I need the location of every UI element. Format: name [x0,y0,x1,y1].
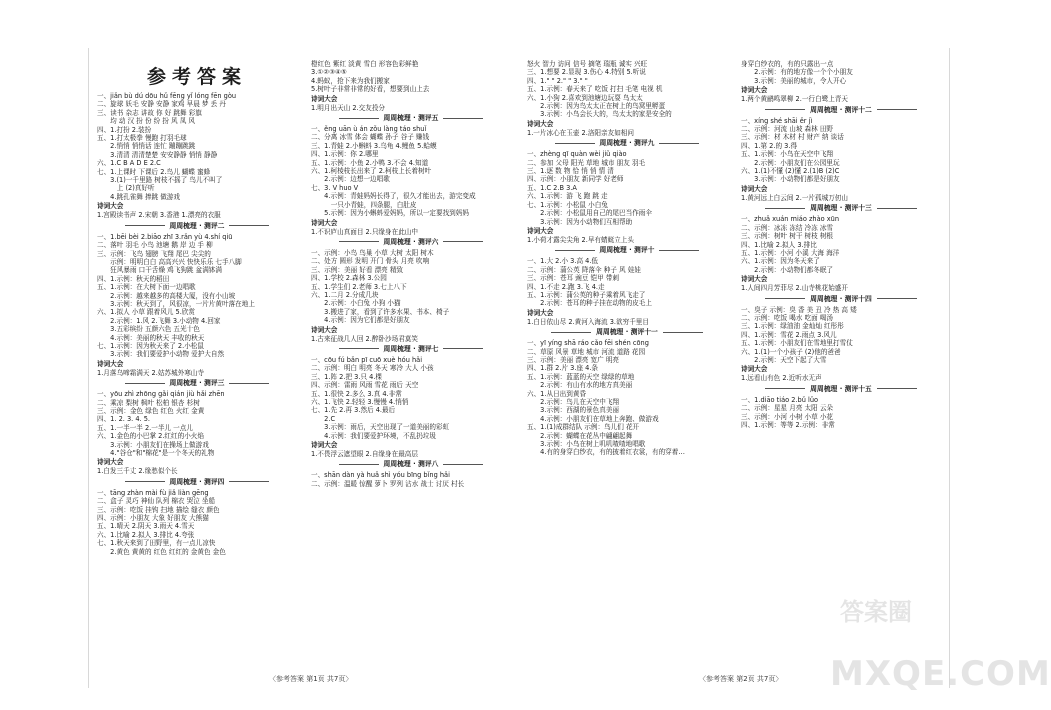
answer-line: 四、1.示例：等等 2.示例：非常 [741,421,835,429]
answer-line: 2.示例：越来越多的高楼大厦，没有小山坡 [97,291,236,300]
answer-line: 五、1.C 2.B 3.A [527,183,577,192]
answer-line: 二、分离 冰雪 体会 蝴蝶 孙子 谷子 赚钱 [311,133,430,142]
answer-line: 怒火 智力 访问 信号 摘笔 瑞瓶 诚实 兴旺 [527,60,648,68]
answer-line: 二、盒子 灵巧 神仙 队列 棉衣 哭泣 坐船 [97,497,216,506]
section-heading: 周周梳理 · 测评十一 [527,328,727,337]
answer-line: 三、1.示例：绿油油 金灿灿 红彤彤 [741,322,844,331]
answer-line: 1.黄河远上白云间 2.一片孤城万仞山 [741,193,848,202]
answer-line: 2.悄悄 悄悄话 连忙 蹦蹦跳跳 [97,142,196,151]
answer-line: 五、1.很快 2.多么 3.真 4.非常 [311,389,402,398]
answer-line: 二、旋球 妖毛 安静 安静 家鸡 早晨 梦 丢 丹 [97,100,226,109]
answer-line: 五、1.打太极拳 慢跑 打羽毛球 [97,134,187,143]
answer-line: 五、1.(1)成群结队 示例：鸟儿们 花开 [527,423,640,432]
answer-line: 三、示例：树叶 树干 树枝 树根 [741,232,834,241]
section-heading: 周周梳理 · 测评十三 [741,204,941,213]
section-heading: 周周梳理 · 测评二 [97,222,297,231]
answer-line: 3.搬进了家，看到了许多水果、书本、椅子 [311,307,450,316]
answer-line: 四、1.示例：你 2.哪里 [311,150,379,159]
answer-line: 3.示例：我们要爱护小动物 爱护大自然 [97,350,225,359]
answer-line: 二、示例：温暖 惊醒 萝卜 罗列 沾水 战士 讨厌 村长 [311,479,465,488]
answer-line: 三、示例：美丽 好看 漂亮 精致 [311,265,404,274]
answer-line: 三、1.青蛙 2.小蝌蚪 3.乌龟 4.鲤鱼 5.蛤蟆 [311,141,437,150]
answer-line: 3.示例：雨后，天空出现了一道美丽的彩虹 [311,423,450,432]
answer-line: 二、示例：星星 月亮 太阳 云朵 [741,404,834,413]
answer-line: 1.白日依山尽 2.黄河入海流 3.欲穷千里目 [527,317,649,326]
answer-line: 4."谷仓"和"棉花"是一个冬天的礼物 [97,449,215,458]
answer-line: 3.示例：秋天到了，风很凉，一片片黄叶落在地上 [97,299,255,308]
subsection-heading: 诗词大会 [527,308,554,317]
answer-line: 4.示例：青蛙妈妈长得了，很久才能出去，游完变成 [311,192,476,201]
answer-line: 一、ěng uān ù án zǒu làng táo shuǐ [311,125,427,134]
answer-line: 2.示例：小松鼠用自己的尾巴当作雨伞 [527,209,652,218]
answer-line: 五、1.一半一半 2.一半儿 一点儿 [97,423,193,432]
answer-line: 2.示例：有的地方像一个个小朋友 [741,68,853,77]
answer-line: 均 动 汉 扮 份 纷 扮 风 凤 风 [97,117,195,126]
answer-line: 二、处方 圆形 发明 开门 骨头 月亮 吹响 [311,257,430,266]
answer-line: 橙红色 紫红 淡黄 雪白 形容色彩鲜艳 [311,60,419,68]
answer-line: 三、示例：金色 绿色 红色 火红 金黄 [97,407,205,415]
column-2 [311,60,511,660]
answer-line: 3.示例：小朋友们在操场上做游戏 [97,440,209,449]
answer-line: 1.明月出天山 2.交友投分 [311,103,386,112]
answer-line: 一、zhuǎ xuán miáo zhào xūn [741,215,840,224]
section-heading: 周周梳理 · 测评九 [527,139,727,148]
answer-line: 二、示例：吃饭 喝水 吃面 喝汤 [741,313,834,322]
answer-line: 七、1.秋天来到了田野里，有一点儿凉快 [97,539,216,548]
page-footer-right: 〈参考答案 第2页 共7页〉 [699,675,783,683]
answer-line: 六、1.飞快 2.轻轻 3.慢慢 4.悄悄 [311,398,409,406]
answer-line: 示例：明明白白 高高兴兴 快快乐乐 七手八脚 [97,257,242,266]
answer-line: 3.①②③④⑤ [311,68,347,77]
answer-line: 1.不畏浮云遮望眼 2.自缘身在最高层 [311,450,418,459]
answer-line: 五、1.示例：小鸟在天空中飞翔 [741,150,834,159]
answer-line: 2.示例：苍耳的种子挂在动物的皮毛上 [527,299,652,308]
answer-line: 3.五彩缤纷 五颜六色 五光十色 [97,325,200,334]
answer-line: 2.示例：1.风 2.飞舞 3.小动物 4.回家 [97,316,221,325]
answer-line: 四、1.示例：雪花 2.雨点 3.风儿 [741,330,837,339]
watermark-logo [812,592,1051,702]
answer-line: 5.树叶子非常非常的好看，想要到山上去 [311,85,430,94]
answer-line: 1.不识庐山真面目 2.只缘身在此山中 [311,227,418,236]
section-heading: 周周梳理 · 测评七 [311,345,511,354]
page-title: 参考答案 [146,66,247,88]
answer-line: 一、示例：小鸟 鸟巢 小草 大树 太阳 树木 [311,248,434,257]
answer-line: 4.示例：因为它们都是好朋友 [311,316,410,325]
answer-line: 六、1.拟人 小草 跟着风儿 5.欣赏 [97,308,195,317]
answer-line: 一、xíng shé shāi ěr jì [741,116,813,125]
answer-line: 3.示例：小动物们都是好朋友 [741,175,840,184]
answer-line: 二、草原 风景 草地 城市 河流 道路 花园 [527,347,646,356]
section-heading: 周周梳理 · 测评十五 [741,385,941,394]
answer-line: 1.一片冰心在玉壶 2.洛阳亲友如相问 [527,128,634,137]
answer-line: 七、3. V huo V [311,183,359,192]
answer-line: 4.蚂蚁，抢下来为我们搬家 [311,76,390,85]
answer-line: 六、1.比喻 2.拟人 3.排比 4.夸张 [97,530,195,539]
answer-line: 五、1.学生们 2.老师 3.七上八下 [311,282,407,291]
answer-line: 5.示例：因为小蝌蚪爱妈妈，所以一定要找到妈妈 [311,209,469,218]
subsection-heading: 诗词大会 [741,365,768,374]
answer-line: 二、示例：明白 明亮 冬天 寒冷 大人 小孩 [311,364,434,373]
answer-line: 二、落叶 羽毛 小鸟 池塘 鹅 岸 边 手 柳 [97,241,213,250]
answer-line: 一、1.bēi bèi 2.biāo zhī 3.rǎn yù 4.shí qiū [97,232,233,241]
answer-line: 2.示例：天空下起了大雪 [741,355,827,364]
answer-line: 2.示例：因为鸟太太正在树上的鸟窝里孵蛋 [527,102,666,111]
answer-line: 上 (2)真好听 [97,184,155,193]
answer-line: 一、臭子 示例：臭 香 美 丑 冷 热 高 矮 [741,305,857,314]
section-heading: 周周梳理 · 测评三 [97,379,297,388]
subsection-heading: 诗词大会 [527,119,554,128]
answer-line: 1.古来征战几人回 2.醉卧沙场君莫笑 [311,334,418,343]
answer-line: 七、1.示例：小松鼠 小白兔 [527,200,608,209]
answer-line: 五、1.示例：在大树下面一边唱歌 [97,283,196,292]
answer-line: 四、1.第 2.的 3.得 [741,141,798,150]
answer-line: 五、1.示例：春天来了 吃饭 打扫 毛笔 电视 机 [527,85,663,94]
answer-line: 2.示例：边想一边唱歌 [311,175,390,184]
answer-line: 四、1. 2. 3. 4. 5. [97,415,151,424]
answer-line: 4.示例：美丽的秋天 丰收的秋天 [97,333,205,342]
answer-line: 五、1.示例：小河 小溪 大海 海洋 [741,248,840,257]
answer-line: 四、1." " 2." " 3." " [527,76,588,85]
page-footer-left: 〈参考答案 第1页 共7页〉 [269,675,353,683]
answer-line: 四、1.示例：秋天的稻田 [97,274,170,283]
answer-line: 三、读书 杂志 讲故 你 好 跳舞 彩旗 [97,108,202,117]
answer-line: 六、1.C B A D E 2.C [97,159,161,168]
answer-line: 3.示例：美丽的城市，令人开心 [741,76,847,85]
section-heading: 周周梳理 · 测评四 [97,478,297,487]
answer-line: 2.示例：小白兔 小狗 小猫 [311,299,401,308]
answer-line: 一、zhèng qī quàn wèi jiǔ qiào [527,150,627,159]
subsection-heading: 诗词大会 [97,202,124,211]
answer-line: 三、示例：吃饭 挂钩 扫地 描绘 缝衣 颜色 [97,505,220,514]
answer-line: 1.月落乌啼霜满天 2.姑苏城外寒山寺 [97,368,204,377]
watermark-subtext: 答案圈 [840,598,912,626]
answer-line: 一、shān dàn yà huǎ shì yóu bīng bǐng hǎi [311,471,450,480]
answer-line: 二、参加 父母 阳光 草地 城市 朋友 羽毛 [527,158,646,167]
answer-line: 一、tāng zhàn mài fù jiǎ liàn gēng [97,488,209,497]
answer-line: 七、1.先 2.再 3.然后 4.最后 [311,406,396,415]
answer-line: 四、示例：小朋友 新同学 好老师 [527,175,624,184]
subsection-heading: 诗词大会 [97,458,124,467]
answer-line: 3.(1)一千里路 树枝不摇了 鸟儿不叫了 [97,176,223,185]
answer-line: 1.白发三千丈 2.缘愁似个长 [97,467,178,476]
column-4 [741,60,941,660]
answer-line: 2.示例：有山有水的地方真美丽 [527,381,633,390]
answer-line: 六、1.金色的小巴掌 2.红红的小火焰 [97,432,204,441]
answer-line: 四、1.比喻 2.拟人 3.排比 [741,240,817,249]
answer-line: 三、示例：美丽 漂亮 宽广 明亮 [527,355,620,364]
answer-line: 3.示例：西湖的景色真美丽 [527,406,620,415]
subsection-heading: 诗词大会 [527,226,554,235]
answer-line: 二、示例：蒲公英 降落伞 种子 风 娃娃 [527,265,641,274]
answer-line: 2.示例：小朋友们在公园里玩 [741,158,840,167]
answer-line: 3.示例：因为小动物们互相帮助 [527,217,633,226]
answer-line: 三、示例：苍耳 豌豆 铠甲 带刺 [527,274,620,283]
answer-line: 一、cōu fú bǎn pī cuō xuè hóu hǎi [311,355,423,364]
answer-line: 三、示例：飞鸟 翅膀 飞翔 尾巴 尖尖的 [97,249,211,258]
subsection-heading: 诗词大会 [311,441,338,450]
section-heading: 周周梳理 · 测评五 [311,114,511,123]
answer-line: 三、1.想要 2.显现 3.伤心 4.特别 5.听说 [527,68,646,77]
answer-line: 二、示例：冰冻 冻结 冷冻 冰雪 [741,223,834,232]
answer-line: 六、1.从日出到黄昏 [527,389,587,398]
answer-line: 六、1.示例：因为冬天来了 [741,257,820,266]
subsection-heading: 诗词大会 [311,218,338,227]
section-heading: 周周梳理 · 测评十四 [741,295,941,304]
answer-line: 3.示例：小鸟在树上叽叽喳喳地唱歌 [527,440,646,449]
answer-line: 六、1.柯棱枝长出来了 2.柯枝上长着树叶 [311,167,432,176]
answer-line: 二、示例：河流 山坡 森林 田野 [741,125,834,134]
subsection-heading: 诗词大会 [311,94,338,103]
answer-line: 狂风暴雨 口干舌燥 鸡飞狗跳 盆满钵满 [97,266,222,275]
answer-line: 六、1.(1)一个小孩子 (2)他的爸爸 [741,347,841,356]
answer-line: 1.人间四月芳菲尽 2.山寺桃花始盛开 [741,284,848,293]
answer-line: 1.宫殿读书声 2.宋朝 3.香港 1.漂亮的衣服 [97,211,221,220]
watermark-text: MXQE.COM [830,654,1051,694]
answer-line: 2.示例：鸟儿在天空中飞翔 [527,398,620,406]
section-heading: 周周梳理 · 测评六 [311,238,511,247]
answer-line: 四、示例：雷雨 风雨 雪花 雨后 天空 [311,381,419,390]
answer-line: 四、示例：小朋友 大象 好朋友 大熊猫 [97,514,209,523]
answer-line: 五、1.示例：小鱼 2.小鸭 3.不会 4.知道 [311,158,429,167]
answer-line: 五、1.示例：小朋友们在雪地里打雪仗 [741,339,853,348]
answer-line: 六、1.示例：游 飞 跑 跳 走 [527,192,608,201]
answer-line: 四、1.不走 2.跑 3.飞 4.走 [527,282,605,291]
answer-line: 4.跳孔雀舞 捧跳 做游戏 [97,192,181,201]
answer-line: 六、1.二月 2.分成几块 [311,290,379,299]
subsection-heading: 诗词大会 [311,325,338,334]
subsection-heading: 诗词大会 [741,184,768,193]
answer-line: 五、1.示例：蓝蓝的天空 绿绿的草地 [527,372,635,381]
answer-line: 一、1.大 2.小 3.高 4.低 [527,257,599,266]
answer-line: 五、1.示例：蒲公英的种子乘着风飞走了 [527,290,646,299]
answer-line: 2.黄色 黄黄的 红色 红红的 金黄色 金色 [97,547,226,556]
answer-line: 六、1.(1)不懂 (2)懂 2.(1)B (2)C [741,167,840,176]
answer-line: 4.示例：小朋友们在草地上奔跑、做游戏 [527,414,659,423]
answer-line: 3.示例：小鸟会长大的，鸟太太的家是安全的 [527,110,672,119]
section-heading: 周周梳理 · 测评十 [527,246,727,255]
answer-line: 三、示例：材 木材 村 财产 纳 谈话 [741,133,844,142]
answer-line: 三、示例：小河 小树 小草 小花 [741,412,834,421]
answer-line: 身穿白纱衣的，有的只露出一点 [741,60,834,68]
answer-line: 4.有的身穿白纱衣，有的披着红衣裳，有的穿着… [527,448,685,457]
answer-line: 二、乘凉 梨树 枫叶 松柏 银杏 杉树 [97,398,200,407]
answer-line: 三、1.逐 数 物 恰 悄 悄 情 清 [527,167,614,176]
answer-line: 一只小青蛙，四条腿，白肚皮 [311,200,417,209]
answer-line: 一、1.diāo tiáo 2.bǔ lǔo [741,395,819,404]
subsection-heading: 诗词大会 [741,86,768,95]
answer-line: 1.远看山有色 2.近听水无声 [741,374,822,383]
answer-line: 一、jiǎn bù dú dōu hǔ fēng yǐ lóng fēn gòu [97,92,237,100]
subsection-heading: 诗词大会 [97,359,124,368]
answer-line: 三、1.阵 2.把 3.只 4.棵 [311,372,383,381]
answer-line: 2.示例：小动物们都冬眠了 [741,265,834,274]
answer-line: 四、1.学校 2.森林 3.公园 [311,274,387,283]
answer-line: 五、1.晴天 2.阴天 3.雨天 4.雪天 [97,522,195,531]
answer-line: 四、1.打扮 2.装扮 [97,125,152,134]
answer-line: 3.清清 清清楚楚 安安静静 悄悄 静静 [97,150,218,159]
answer-line: 一、yī yíng shā ráo cǎo fēi shén cōng [527,339,649,348]
section-heading: 周周梳理 · 测评十二 [741,106,941,115]
column-3 [527,60,727,660]
subsection-heading: 诗词大会 [741,275,768,284]
column-1 [97,60,297,660]
section-heading: 周周梳理 · 测评八 [311,460,511,469]
answer-line: 四、1.群 2.片 3.座 4.条 [527,364,599,373]
answer-line: 2.C [311,414,336,423]
answer-line: 六、1.小狗 2.喜欢到池塘边玩耍 鸟太太 [527,93,643,102]
answer-line: 一、yōu zhì zhōng gǎi qián jiù hǎi zhēn [97,390,225,399]
answer-line: 七、1.上课时 下课后 2.鸟儿 蝴蝶 蜜蜂 [97,167,211,176]
answer-line: 七、1.示例：因为秋天来了 2.小松鼠 [97,341,204,350]
answer-line: 1.小荷才露尖尖角 2.早有蜻蜓立上头 [527,235,634,244]
answer-line: 1.两个黄鹂鸣翠柳 2.一行白鹭上青天 [741,95,848,104]
answer-line: 2.示例：蝴蝶在花丛中翩翩起舞 [527,431,633,440]
answer-line: 4.示例：我们要爱护环境，不乱扔垃圾 [311,431,436,440]
